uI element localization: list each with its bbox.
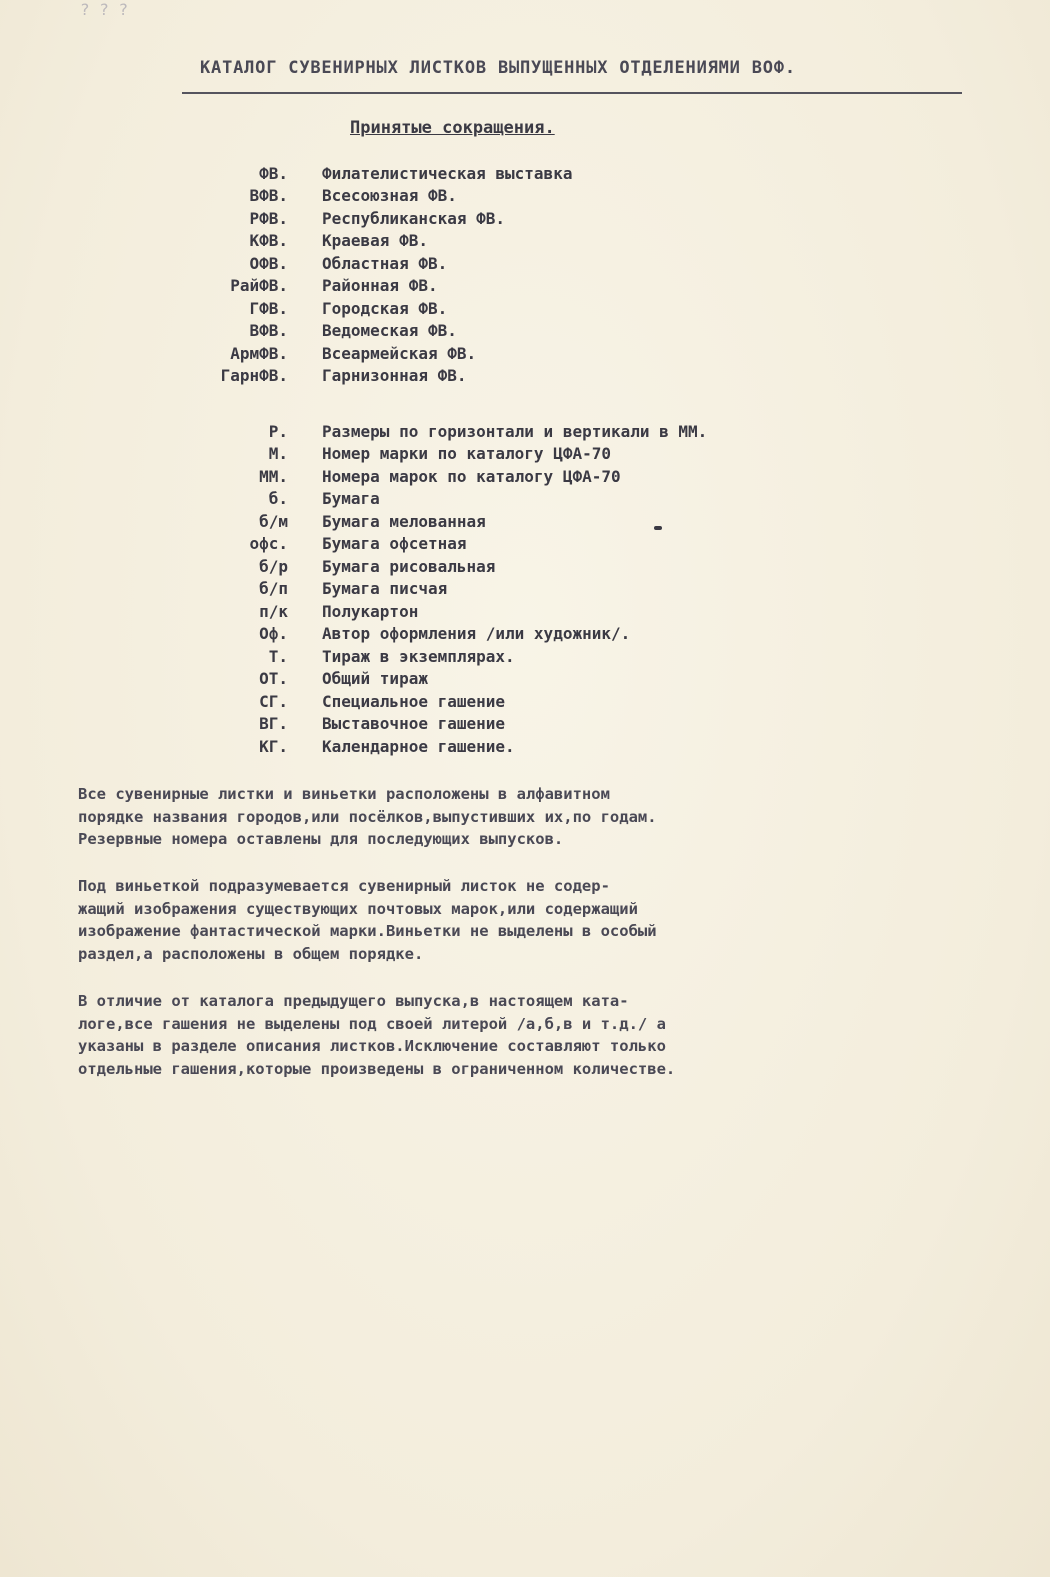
abbr-desc: Всесоюзная ФВ. [322,186,457,206]
abbr-row [150,443,950,466]
abbr-desc: Областная ФВ. [322,253,448,273]
abbr-row [150,555,950,578]
abbr-row [150,690,950,713]
paragraph-line: Под виньеткой подразумевается сувенирный листок не содер- [78,877,610,895]
abbr-code: Т. [268,646,288,666]
abbr-row [150,668,950,691]
abbr-code: б/р [259,556,288,576]
abbr-row [150,185,950,208]
abbr-code: ВГ. [259,714,288,734]
abbr-code: б/м [259,511,288,531]
abbr-code: ГФВ. [249,298,288,318]
document-title: КАТАЛОГ СУВЕНИРНЫХ ЛИСТКОВ ВЫПУЩЕННЫХ ОТДЕЛЕНИЯМИ ВОФ. [200,58,796,78]
abbr-code: М. [268,444,288,464]
abbr-desc: Размеры по горизонтали и вертикали в ММ. [322,421,708,441]
abbr-desc: Календарное гашение. [322,736,515,756]
abbr-desc: Филателистическая выставка [322,163,573,183]
abbr-row [150,645,950,668]
paragraph-ordering [78,783,978,851]
abbr-desc: Номера марок по каталогу ЦФА-70 [322,466,621,486]
paragraph-vignette-definition [78,875,978,965]
abbr-desc: Автор оформления /или художник/. [322,624,631,644]
paragraph-line: раздел,а расположены в общем порядке. [78,944,424,963]
abbr-row [150,600,950,623]
abbr-code: ВФВ. [249,321,288,341]
abbr-row [150,252,950,275]
abbr-row [150,533,950,556]
abbr-code: б/п [259,579,288,599]
term-abbreviations-list [150,420,950,758]
abbr-code: ВФВ. [249,186,288,206]
paragraph-line: изображение фантастической марки.Виньетки не выделены в особый [78,922,657,940]
paragraph-line: отдельные гашения,которые произведены в ограниченном количестве. [78,1059,676,1078]
paragraph-line: указаны в разделе описания листков.Исключение составляют только [78,1037,666,1055]
abbr-desc: Бумага мелованная [322,511,486,531]
exhibition-abbreviations-list [150,162,950,387]
abbr-code: Оф. [259,624,288,644]
abbr-desc: Бумага офсетная [322,534,467,554]
paragraph-line: жащий изображения существующих почтовых марок,или содержащий [78,899,638,918]
abbr-desc: Бумага рисовальная [322,556,496,576]
abbr-row [150,420,950,443]
abbr-desc: Городская ФВ. [322,298,448,318]
abbr-desc: Общий тираж [322,669,428,689]
abbr-row [150,488,950,511]
abbr-code: АрмФВ. [230,343,288,363]
abbr-row [150,365,950,388]
abbr-row [150,735,950,758]
paragraph-line: Все сувенирные листки и виньетки расположены в алфавитном [78,785,610,803]
abbr-code: б. [268,489,288,509]
abbr-desc: Всеармейская ФВ. [322,343,477,363]
abbr-code: КФВ. [249,231,288,251]
abbr-desc: Номер марки по каталогу ЦФА-70 [322,444,611,464]
pencil-annotation: ? ? ? [80,0,129,19]
abbr-desc: Гарнизонная ФВ. [322,366,467,386]
abbr-row [150,230,950,253]
abbr-code: ФВ. [259,163,288,183]
abbr-row [150,342,950,365]
abbr-desc: Краевая ФВ. [322,231,428,251]
abbr-code: ММ. [259,466,288,486]
abbr-code: СГ. [259,691,288,711]
abbr-code: Р. [268,421,288,441]
abbr-row [150,713,950,736]
abbr-desc: Выставочное гашение [322,714,506,734]
paragraph-cancellations [78,990,978,1080]
abbr-desc: Бумага [322,489,380,509]
abbr-code: ОТ. [259,669,288,689]
abbr-code: РФВ. [249,208,288,228]
abbr-row [150,207,950,230]
abbr-row [150,320,950,343]
abbr-code: ОФВ. [249,253,288,273]
abbreviations-heading: Принятые сокращения. [350,118,555,138]
abbr-desc: Бумага писчая [322,579,448,599]
stray-ink-mark [654,526,662,530]
title-underline [182,92,962,94]
abbr-row [150,297,950,320]
paragraph-line: порядке названия городов,или посёлков,выпустивших их,по годам. [78,807,657,826]
abbr-row [150,510,950,533]
abbr-code: ГарнФВ. [220,366,288,386]
abbr-code: офс. [249,534,288,554]
abbr-desc: Республиканская ФВ. [322,208,506,228]
paragraph-line: логе,все гашения не выделены под своей литерой /а,б,в и т.д./ а [78,1014,666,1033]
abbr-row [150,275,950,298]
paragraph-line: В отличие от каталога предыдущего выпуска,в настоящем ката- [78,992,629,1010]
abbr-code: РайФВ. [230,276,288,296]
abbr-desc: Ведомеская ФВ. [322,321,457,341]
abbr-code: п/к [259,601,288,621]
paragraph-line: Резервные номера оставлены для последующих выпусков. [78,830,564,848]
abbr-desc: Полукартон [322,601,419,621]
abbr-row [150,623,950,646]
abbr-row [150,162,950,185]
abbr-desc: Тираж в экземплярах. [322,646,515,666]
abbr-row [150,465,950,488]
abbr-desc: Специальное гашение [322,691,506,711]
abbr-code: КГ. [259,736,288,756]
abbr-desc: Районная ФВ. [322,276,438,296]
abbr-row [150,578,950,601]
